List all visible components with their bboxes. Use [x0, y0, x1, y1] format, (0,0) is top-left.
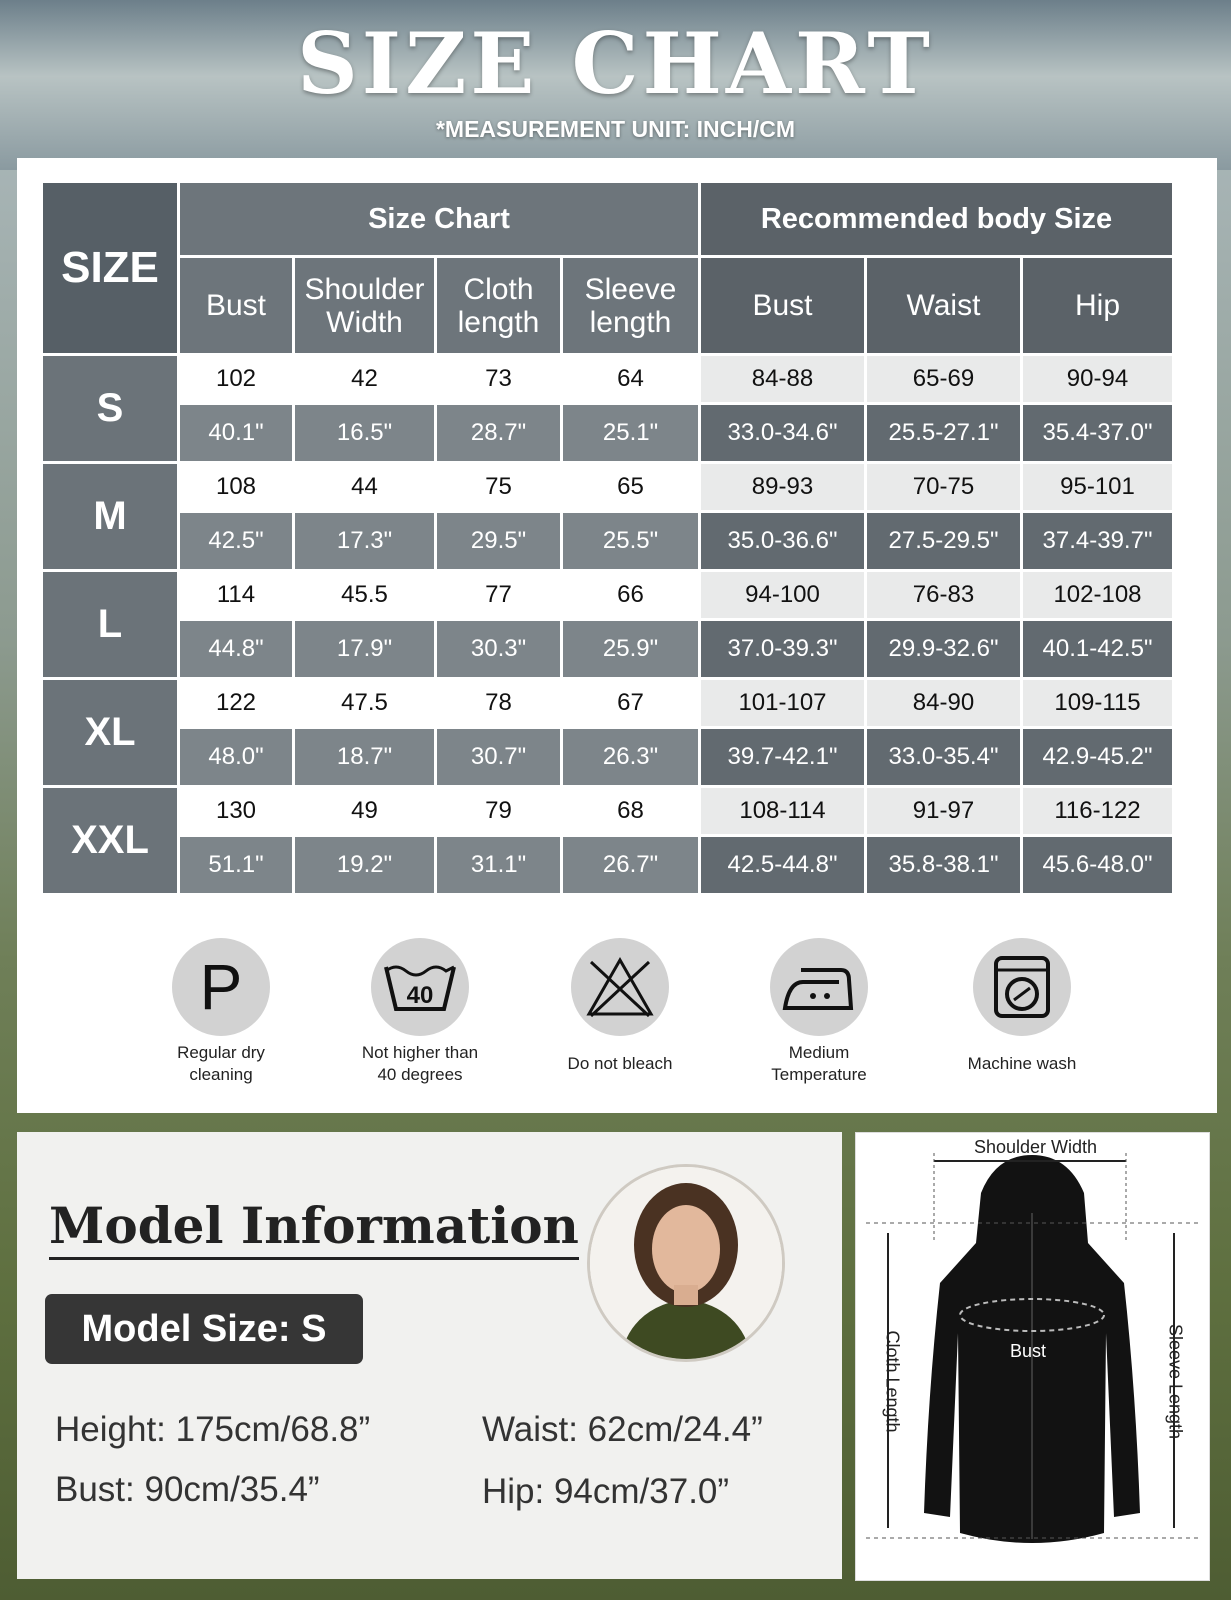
cell-cm: 66 [563, 572, 698, 618]
size-label: XXL [43, 788, 177, 893]
care-label-line: 40 degrees [377, 1065, 463, 1084]
jacket-measurement-diagram [855, 1132, 1210, 1581]
cell-cm: 47.5 [295, 680, 434, 726]
cell-cm: 78 [437, 680, 560, 726]
cell-inch: 40.1-42.5" [1023, 621, 1172, 677]
model-waist: Waist: 62cm/24.4” [482, 1410, 763, 1449]
cell-inch: 16.5" [295, 405, 434, 461]
cell-inch: 35.0-36.6" [701, 513, 864, 569]
model-bust: Bust: 90cm/35.4” [55, 1470, 320, 1509]
cell-cm: 91-97 [867, 788, 1020, 834]
cell-cm: 89-93 [701, 464, 864, 510]
group-header-size-chart: Size Chart [180, 183, 698, 255]
care-label [340, 1042, 500, 1086]
cell-cm: 122 [180, 680, 292, 726]
cell-cm: 130 [180, 788, 292, 834]
col-header: Cloth length [437, 258, 560, 353]
cell-inch: 33.0-35.4" [867, 729, 1020, 785]
cell-cm: 84-90 [867, 680, 1020, 726]
cell-inch: 17.3" [295, 513, 434, 569]
cell-cm: 77 [437, 572, 560, 618]
care-item [340, 938, 500, 1086]
cell-inch: 29.5" [437, 513, 560, 569]
table-row-inch [43, 513, 1172, 569]
cell-inch: 35.8-38.1" [867, 837, 1020, 893]
col-header: Shoulder Width [295, 258, 434, 353]
table-row-cm [43, 464, 1172, 510]
cell-inch: 25.5" [563, 513, 698, 569]
size-chart-panel [17, 158, 1217, 1113]
table-row-inch [43, 729, 1172, 785]
group-header-recommended: Recommended body Size [701, 183, 1172, 255]
cell-cm: 95-101 [1023, 464, 1172, 510]
cell-cm: 108-114 [701, 788, 864, 834]
col-header: Sleeve length [563, 258, 698, 353]
table-row-cm [43, 680, 1172, 726]
cloth-length-label: Cloth Length [882, 1330, 903, 1433]
cell-cm: 44 [295, 464, 434, 510]
cell-inch: 48.0" [180, 729, 292, 785]
cell-inch: 25.5-27.1" [867, 405, 1020, 461]
wash-40-icon [371, 938, 469, 1036]
cell-inch: 27.5-29.5" [867, 513, 1020, 569]
cell-cm: 75 [437, 464, 560, 510]
cell-cm: 116-122 [1023, 788, 1172, 834]
cell-cm: 108 [180, 464, 292, 510]
cell-inch: 25.1" [563, 405, 698, 461]
cell-inch: 30.7" [437, 729, 560, 785]
bust-label: Bust [1010, 1341, 1047, 1361]
table-row-inch [43, 405, 1172, 461]
care-label [739, 1042, 899, 1086]
care-label-line: Do not bleach [567, 1054, 673, 1073]
dry-clean-p-icon: P [172, 938, 270, 1036]
cell-inch: 39.7-42.1" [701, 729, 864, 785]
sleeve-length-label: Sleeve Length [1165, 1323, 1186, 1440]
machine-wash-icon [973, 938, 1071, 1036]
size-label: XL [43, 680, 177, 785]
care-label [540, 1053, 700, 1075]
cell-inch: 45.6-48.0" [1023, 837, 1172, 893]
care-label [141, 1042, 301, 1086]
table-row-inch [43, 621, 1172, 677]
model-height: Height: 175cm/68.8” [55, 1410, 371, 1449]
care-label-line: Regular dry [177, 1043, 265, 1062]
cell-inch: 42.9-45.2" [1023, 729, 1172, 785]
no-bleach-icon [571, 938, 669, 1036]
size-table [40, 180, 1175, 896]
cell-cm: 102-108 [1023, 572, 1172, 618]
cell-inch: 29.9-32.6" [867, 621, 1020, 677]
cell-cm: 102 [180, 356, 292, 402]
cell-inch: 44.8" [180, 621, 292, 677]
care-item [141, 938, 301, 1086]
cell-inch: 19.2" [295, 837, 434, 893]
cell-cm: 109-115 [1023, 680, 1172, 726]
care-item [739, 938, 899, 1086]
shoulder-width-label: Shoulder Width [974, 1137, 1098, 1157]
care-item [540, 938, 700, 1075]
page-title: SIZE CHART [297, 14, 934, 113]
care-label-line: Temperature [771, 1065, 867, 1084]
table-body [43, 356, 1172, 893]
model-info-panel [17, 1132, 842, 1579]
cell-inch: 30.3" [437, 621, 560, 677]
cell-cm: 101-107 [701, 680, 864, 726]
cell-cm: 45.5 [295, 572, 434, 618]
table-row-cm [43, 572, 1172, 618]
cell-cm: 90-94 [1023, 356, 1172, 402]
cell-inch: 26.3" [563, 729, 698, 785]
model-info-title: Model Information [49, 1196, 579, 1260]
cell-cm: 64 [563, 356, 698, 402]
model-hip: Hip: 94cm/37.0” [482, 1472, 730, 1511]
cell-inch: 37.0-39.3" [701, 621, 864, 677]
size-header: SIZE [43, 183, 177, 353]
size-label: S [43, 356, 177, 461]
cell-cm: 49 [295, 788, 434, 834]
care-label [942, 1053, 1102, 1075]
col-header: Waist [867, 258, 1020, 353]
cell-inch: 33.0-34.6" [701, 405, 864, 461]
table-row-cm [43, 788, 1172, 834]
col-header: Hip [1023, 258, 1172, 353]
cell-cm: 68 [563, 788, 698, 834]
col-header: Bust [180, 258, 292, 353]
care-label-line: cleaning [189, 1065, 253, 1084]
iron-medium-icon [770, 938, 868, 1036]
cell-cm: 65 [563, 464, 698, 510]
model-photo [587, 1164, 785, 1362]
cell-cm: 70-75 [867, 464, 1020, 510]
care-label-line: Medium [788, 1043, 850, 1062]
model-size-badge: Model Size: S [45, 1294, 363, 1364]
cell-inch: 51.1" [180, 837, 292, 893]
cell-inch: 37.4-39.7" [1023, 513, 1172, 569]
cell-inch: 17.9" [295, 621, 434, 677]
cell-inch: 28.7" [437, 405, 560, 461]
cell-cm: 84-88 [701, 356, 864, 402]
cell-inch: 40.1" [180, 405, 292, 461]
wash-temp-text: 40 [406, 982, 434, 1009]
care-instructions [17, 938, 1217, 1098]
cell-inch: 18.7" [295, 729, 434, 785]
cell-cm: 73 [437, 356, 560, 402]
size-label: L [43, 572, 177, 677]
cell-inch: 35.4-37.0" [1023, 405, 1172, 461]
cell-cm: 79 [437, 788, 560, 834]
cell-inch: 26.7" [563, 837, 698, 893]
care-label-line: Not higher than [361, 1043, 479, 1062]
cell-cm: 94-100 [701, 572, 864, 618]
cell-cm: 42 [295, 356, 434, 402]
cell-cm: 114 [180, 572, 292, 618]
cell-cm: 65-69 [867, 356, 1020, 402]
cell-inch: 31.1" [437, 837, 560, 893]
table-row-cm [43, 356, 1172, 402]
cell-inch: 42.5" [180, 513, 292, 569]
care-item [942, 938, 1102, 1075]
table-row-inch [43, 837, 1172, 893]
cell-inch: 42.5-44.8" [701, 837, 864, 893]
care-label-line: Machine wash [967, 1054, 1077, 1073]
cell-cm: 67 [563, 680, 698, 726]
col-header: Bust [701, 258, 864, 353]
cell-inch: 25.9" [563, 621, 698, 677]
measurement-unit-note: *MEASUREMENT UNIT: INCH/CM [435, 116, 796, 142]
cell-cm: 76-83 [867, 572, 1020, 618]
size-label: M [43, 464, 177, 569]
